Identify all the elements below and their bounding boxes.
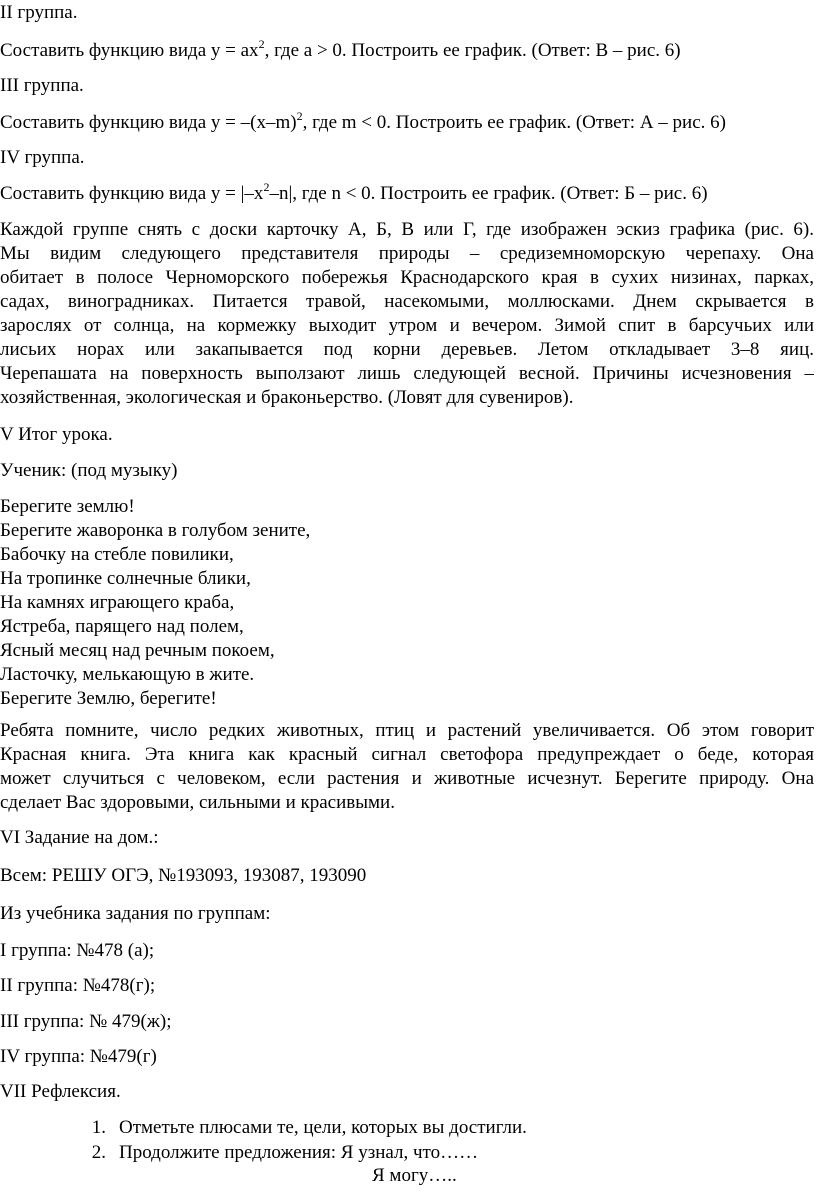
reflection-item xyxy=(78,1116,778,1140)
group-3-exponent: 2 xyxy=(296,108,303,123)
paragraph-line: Каждой группе снять с доски карточку А, Б, В или Г, где изображен эскиз графика (рис. 6). xyxy=(0,219,814,240)
paragraph-line: Мы видим следующего представителя природы – средиземноморскую черепаху. Она xyxy=(0,243,814,264)
group-4-heading: IV группа. xyxy=(0,147,85,168)
turtle-paragraph xyxy=(0,218,814,410)
group-3-heading: III группа. xyxy=(0,75,84,96)
poem-line: Берегите Землю, берегите! xyxy=(0,688,217,709)
paragraph-line: лисьих норах или закапывается под корни деревьев. Летом откладывает 3–8 яиц. xyxy=(0,339,814,360)
homework-group: IV группа: №479(г) xyxy=(0,1046,157,1067)
poem-line: Берегите землю! xyxy=(0,496,135,517)
reflection-continuation: Я могу….. xyxy=(372,1165,457,1186)
reflection-heading: VII Рефлексия. xyxy=(0,1081,121,1102)
group-4-task-end: –n|, где n < 0. Построить ее график. (Ответ: Б – рис. 6) xyxy=(269,183,708,204)
group-3-task xyxy=(0,108,726,135)
group-2-task-end: , где a > 0. Построить ее график. (Ответ: В – рис. 6) xyxy=(264,40,681,61)
paragraph-line: зарослях от солнца, на кормежку выходит утром и вечером. Зимой спит в барсучьих или xyxy=(0,315,814,336)
paragraph-line: Красная книга. Эта книга как красный сигнал светофора предупреждает о беде, которая xyxy=(0,744,814,765)
paragraph-line: хозяйственная, экологическая и браконьерство. (Ловят для сувениров). xyxy=(0,387,574,408)
paragraph-line: может случиться с человеком, если растения и животные исчезнут. Берегите природу. Она xyxy=(0,768,814,789)
group-4-task-start: Составить функцию вида y = |–x xyxy=(0,183,264,204)
list-number: 2. xyxy=(91,1142,106,1163)
group-2-task xyxy=(0,36,681,63)
homework-all: Всем: РЕШУ ОГЭ, №193093, 193087, 193090 xyxy=(0,865,367,886)
group-4-exponent: 2 xyxy=(263,179,270,194)
homework-group: II группа: №478(г); xyxy=(0,975,156,996)
paragraph-line: сделает Вас здоровыми, сильными и красивыми. xyxy=(0,792,395,813)
homework-group: III группа: № 479(ж); xyxy=(0,1011,172,1032)
group-3-task-end: , где m < 0. Построить ее график. (Ответ: А – рис. 6) xyxy=(302,112,726,133)
list-text: Отметьте плюсами те, цели, которых вы достигли. xyxy=(119,1117,527,1138)
paragraph-line: Ребята помните, число редких животных, птиц и растений увеличивается. Об этом говорит xyxy=(0,720,814,741)
paragraph-line: Черепашата на поверхность выползают лишь следующей весной. Причины исчезновения – xyxy=(0,363,814,384)
poem-line: Ясный месяц над речным покоем, xyxy=(0,640,275,661)
poem-line: Берегите жаворонка в голубом зените, xyxy=(0,520,311,541)
homework-textbook: Из учебника задания по группам: xyxy=(0,903,271,924)
poem-line: Ястреба, парящего над полем, xyxy=(0,616,244,637)
homework-heading: VI Задание на дом.: xyxy=(0,827,159,848)
group-4-task xyxy=(0,179,708,206)
paragraph-line: садах, виноградниках. Питается травой, насекомыми, моллюсками. Днем скрывается в xyxy=(0,291,814,312)
summary-heading: V Итог урока. xyxy=(0,424,113,445)
poem-line: На камнях играющего краба, xyxy=(0,592,235,613)
poem-line: На тропинке солнечные блики, xyxy=(0,568,251,589)
list-text: Продолжите предложения: Я узнал, что…… xyxy=(119,1142,479,1163)
group-2-task-start: Составить функцию вида y = ax xyxy=(0,40,259,61)
paragraph-line: обитает в полосе Черноморского побережья Краснодарского края в сухих низинах, парках, xyxy=(0,267,814,288)
poem-line: Ласточку, мелькающую в жите. xyxy=(0,664,255,685)
group-2-heading: II группа. xyxy=(0,2,78,23)
homework-group: I группа: №478 (а); xyxy=(0,940,155,961)
reflection-item xyxy=(78,1141,778,1165)
group-3-task-start: Составить функцию вида y = –(x–m) xyxy=(0,112,297,133)
red-book-paragraph xyxy=(0,719,814,815)
list-number: 1. xyxy=(91,1117,106,1138)
group-2-exponent: 2 xyxy=(258,36,265,51)
poem-line: Бабочку на стебле повилики, xyxy=(0,544,234,565)
student-line: Ученик: (под музыку) xyxy=(0,460,178,481)
